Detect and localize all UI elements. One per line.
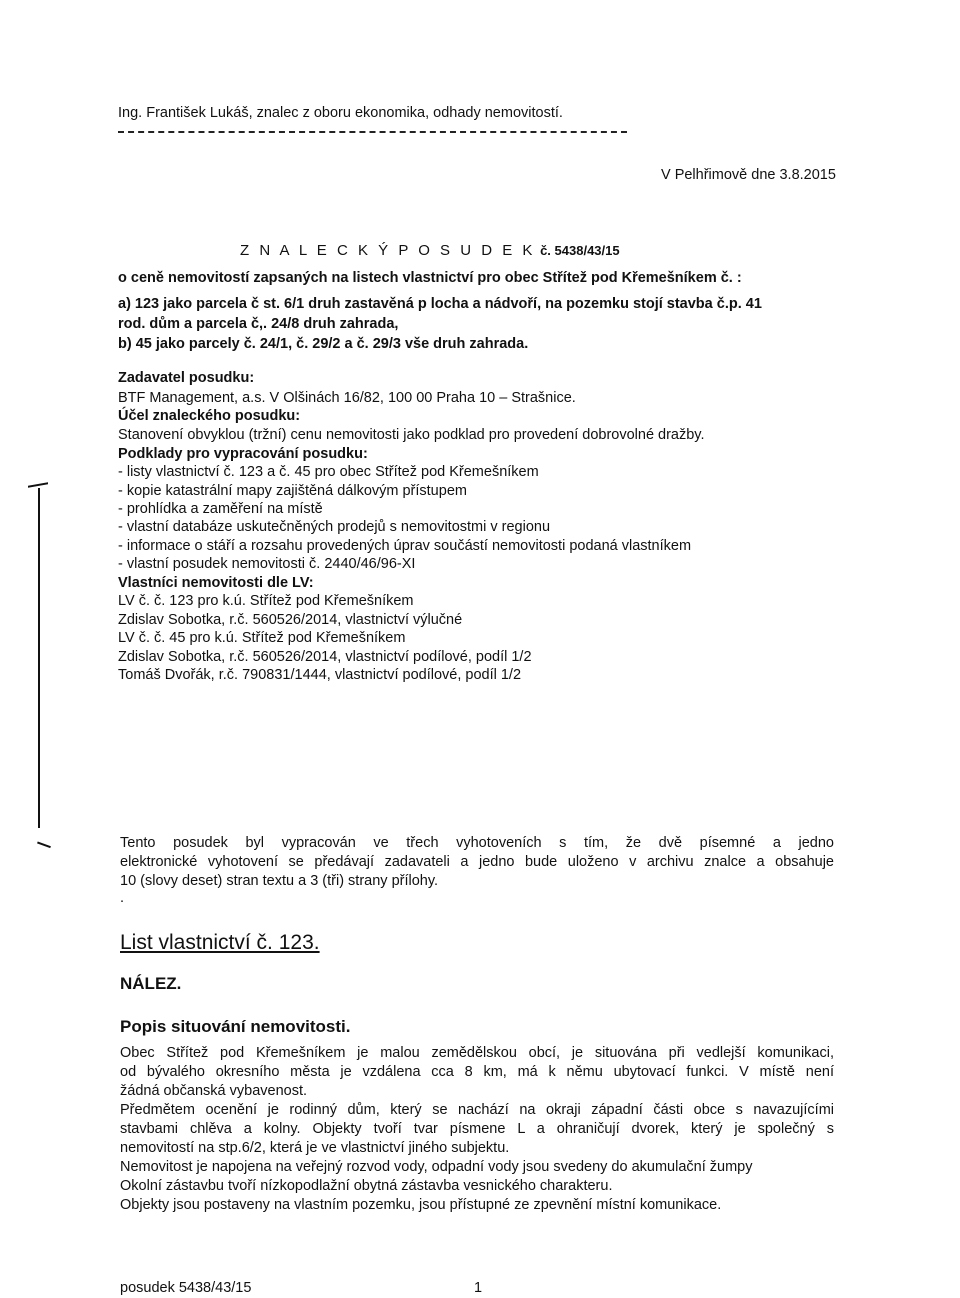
situation-paragraph-5: Objekty jsou postaveny na vlastním pozemku, jsou přístupné ze zpevnění místní komunikace.: [120, 1197, 722, 1213]
situation-paragraph-2: [120, 1101, 834, 1158]
owner-line: LV č. č. 45 pro k.ú. Střítež pod Křemešníkem: [118, 630, 406, 646]
situation-heading: Popis situování nemovitosti.: [120, 1017, 351, 1036]
sources-item: - prohlídka a zaměření na místě: [118, 501, 323, 517]
owner-line: Zdislav Sobotka, r.č. 560526/2014, vlastnictví výlučné: [118, 612, 463, 628]
title-number: č. 5438/43/15: [540, 243, 620, 258]
sources-item: - listy vlastnictví č. 123 a č. 45 pro obec Střítež pod Křemešníkem: [118, 464, 539, 480]
sources-item: - kopie katastrální mapy zajištěná dálkovým přístupem: [118, 483, 467, 499]
author-line: Ing. František Lukáš, znalec z oboru ekonomika, odhady nemovitostí.: [118, 105, 563, 121]
document-title: [240, 242, 620, 259]
situation-paragraph-3: Nemovitost je napojena na veřejný rozvod vody, odpadní vody jsou svedeny do akumulační žumpy: [120, 1159, 753, 1175]
situation-paragraph-4: Okolní zástavbu tvoří nízkopodlažní obytná zástavba vesnického charakteru.: [120, 1178, 613, 1194]
purpose-value: Stanovení obvyklou (tržní) cenu nemovitosti jako podklad pro provedení dobrovolné dražby.: [118, 427, 705, 443]
owner-line: Tomáš Dvořák, r.č. 790831/1444, vlastnictví podílové, podíl 1/2: [118, 667, 522, 683]
subject-line-3: rod. dům a parcela č,. 24/8 druh zahrada,: [118, 316, 399, 332]
copies-line: Tento posudek byl vypracován ve třech vyhotoveních s tím, že dvě písemné a jedno: [120, 835, 834, 851]
sources-item: - informace o stáří a rozsahu provedených úprav součástí nemovitosti podaná vlastníkem: [118, 538, 692, 554]
copies-note: [120, 834, 834, 891]
sources-item: - vlastní databáze uskutečněných prodejů s nemovitostmi v regionu: [118, 519, 551, 535]
purpose-heading: Účel znaleckého posudku:: [118, 408, 301, 424]
stray-dot: .: [120, 890, 125, 906]
copies-line: elektronické vyhotovení se předávají zadavateli a jedno bude uloženo v archivu znalce a obsahuje: [120, 854, 834, 870]
client-value: BTF Management, a.s. V Olšinách 16/82, 100 00 Praha 10 – Strašnice.: [118, 390, 576, 406]
situation-paragraph-1: [120, 1044, 834, 1101]
title-label: Z N A L E C K Ý P O S U D E K: [240, 242, 536, 259]
place-date: V Pelhřimově dne 3.8.2015: [661, 167, 836, 183]
margin-mark: [37, 836, 53, 848]
margin-mark: [38, 488, 40, 828]
copies-line: 10 (slovy deset) stran textu a 3 (tři) strany přílohy.: [120, 873, 439, 889]
header-divider: [118, 131, 627, 133]
paragraph-line: od bývalého okresního města je vzdálena cca 8 km, má k němu ubytovací funkci. V místě není: [120, 1064, 834, 1080]
paragraph-line: žádná občanská vybavenost.: [120, 1083, 308, 1099]
paragraph-line: stavbami chlěva a kolny. Objekty tvoří tvar písmene L a ohraničují dvorek, který je společný s: [120, 1121, 834, 1137]
client-heading: Zadavatel posudku:: [118, 370, 255, 386]
paragraph-line: nemovitostí na stp.6/2, která je ve vlastnictví jiného subjektu.: [120, 1140, 510, 1156]
lv-heading: List vlastnictví č. 123.: [120, 931, 320, 954]
finding-heading: NÁLEZ.: [120, 974, 182, 993]
subject-line-4: b) 45 jako parcely č. 24/1, č. 29/2 a č. 29/3 vše druh zahrada.: [118, 336, 529, 352]
owners-heading: Vlastníci nemovitosti dle LV:: [118, 575, 314, 591]
paragraph-line: Obec Střítež pod Křemešníkem je malou zemědělskou obcí, je situována při vedlejší komunikaci,: [120, 1045, 834, 1061]
owner-line: LV č. č. 123 pro k.ú. Střítež pod Křemešníkem: [118, 593, 414, 609]
subject-line-1: o ceně nemovitostí zapsaných na listech vlastnictví pro obec Střítež pod Křemešníkem č. :: [118, 270, 742, 286]
page-number: 1: [474, 1280, 483, 1296]
sources-item: - vlastní posudek nemovitosti č. 2440/46/96-XI: [118, 556, 416, 572]
sources-heading: Podklady pro vypracování posudku:: [118, 446, 368, 462]
paragraph-line: Předmětem ocenění je rodinný dům, který se nachází na okraji západní části obce s navazujícími: [120, 1102, 834, 1118]
owner-line: Zdislav Sobotka, r.č. 560526/2014, vlastnictví podílové, podíl 1/2: [118, 649, 532, 665]
subject-line-2: a) 123 jako parcela č st. 6/1 druh zastavěná p locha a nádvoří, na pozemku stojí stavba č.p. 41: [118, 296, 762, 312]
footer-doc-ref: posudek 5438/43/15: [120, 1280, 252, 1296]
margin-mark: [28, 482, 48, 488]
